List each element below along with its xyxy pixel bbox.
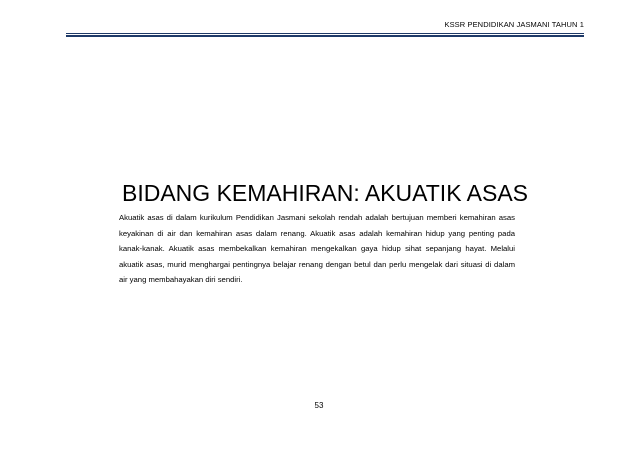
- header-rule: [66, 33, 584, 37]
- section-title: BIDANG KEMAHIRAN: AKUATIK ASAS: [122, 180, 529, 206]
- body-paragraph: Akuatik asas di dalam kurikulum Pendidikan Jasmani sekolah rendah adalah bertujuan memberi kemahiran asas keyakinan di air dan kemahiran asas dalam renang. Akuatik asas adalah kemahiran hidup yang penting pada kanak-kanak. Akuatik asas membekalkan kemahiran mengekalkan gaya hidup sihat sepanjang hayat. Melalui akuatik asas, murid menghargai pentingnya belajar renang dengan betul dan perlu mengelak dari situasi di dalam air yang membahayakan diri sendiri.: [119, 213, 515, 285]
- page-number: 53: [314, 401, 324, 410]
- running-header: KSSR PENDIDIKAN JASMANI TAHUN 1: [444, 20, 584, 29]
